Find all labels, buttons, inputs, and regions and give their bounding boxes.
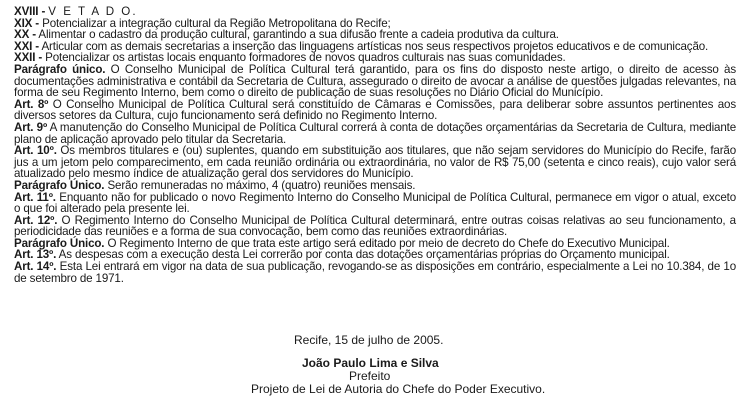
article-10 <box>14 145 736 180</box>
item-label: Art. 14º. <box>14 260 57 274</box>
item-text: Potencializar a integração cultural da Região Metropolitana do Recife; <box>42 16 391 30</box>
item-label: XXII - <box>14 51 43 65</box>
article-8 <box>14 99 736 122</box>
item-label: XXI - <box>14 39 40 53</box>
item-text: V E T A D O. <box>48 5 138 18</box>
signatory-role: Prefeito <box>349 369 391 383</box>
item-label: Parágrafo Único. <box>14 236 105 250</box>
item-text: As despesas com a execução desta Lei correrão por conta das dotações orçamentárias próprias do Orçamento municipal. <box>58 248 670 262</box>
item-text: O Regimento Interno do Conselho Municipal de Política Cultural determinará, entre outras coisas relativas ao seu funcionamento, a periodicidade das reuniões e a forma de sua convocação, bem como das reuniões extraordinárias. <box>14 213 736 239</box>
item-label: Parágrafo único. <box>14 62 106 76</box>
article-12 <box>14 215 736 238</box>
article-14 <box>14 261 736 284</box>
item-text: Serão remuneradas no máximo, 4 (quatro) reuniões mensais. <box>107 178 416 192</box>
item-label: Art. 9º <box>14 120 48 134</box>
item-label: Art. 11º. <box>14 190 56 204</box>
signatory-name: João Paulo Lima e Silva <box>302 356 439 370</box>
item-text: Os membros titulares e (ou) suplentes, quando em substituição aos titulares, que não sejam servidores do Município do Recife, farão jus a um jetom pelo comparecimento, em cada reunião ordinária ou extraordinária, no valor de R$ 75,00 (setenta e cinco reais), cujo valor será atualizado pelo mesmo índice de atualização geral dos servidores do Município. <box>14 144 736 181</box>
item-label: Art. 13º. <box>14 248 57 262</box>
item-label: Parágrafo Único. <box>14 178 105 192</box>
item-label: Art. 10º. <box>14 144 57 158</box>
place-date: Recife, 15 de julho de 2005. <box>294 333 444 347</box>
item-text: Esta Lei entrará em vigor na data de sua publicação, revogando-se as disposições em contrário, especialmente a Lei no 10.384, de 1o de setembro de 1971. <box>14 260 736 285</box>
item-text: Potencializar os artistas locais enquanto formadores de novos quadros culturais nas suas comunidades. <box>45 51 566 65</box>
item-text: Articular com as demais secretarias a inserção das linguagens artísticas nos seus respectivos projetos educativos e de comunicação. <box>41 39 709 53</box>
article-9 <box>14 122 736 145</box>
item-text: Alimentar o cadastro da produção cultural, garantindo a sua difusão frente a cadeia produtiva da cultura. <box>38 28 559 42</box>
paragrafo-unico-1 <box>14 64 736 99</box>
item-label: Art. 8º <box>14 97 49 111</box>
item-label: Art. 12º. <box>14 213 58 227</box>
item-text: O Conselho Municipal de Política Cultural terá garantido, para os fins do disposto neste artigo, o direito de acesso às documentações administrativa e contábil da Secretaria de Cultura, assegurado o direito de avocar a análise de questões julgadas relevantes, na forma de seu Regimento Interno, bem como o direito de publicação de suas resoluções no Diário Oficial do Município. <box>14 62 736 100</box>
item-text: O Conselho Municipal de Política Cultural será constituído de Câmaras e Comissões, para deliberar sobre assuntos pertinentes aos diversos setores da Cultura, cujo funcionamento será definido no Regimento Interno. <box>14 97 736 123</box>
item-label: XX - <box>14 28 36 42</box>
item-text: A manutenção do Conselho Municipal de Política Cultural correrá à conta de dotações orçamentárias da Secretaria de Cultura, mediante plano de aplicação aprovado pelo titular da Secretaria. <box>14 120 736 146</box>
item-label: XIX - <box>14 16 40 30</box>
law-text <box>14 6 736 284</box>
authorship-note: Projeto de Lei de Autoria do Chefe do Poder Executivo. <box>251 382 546 396</box>
article-11 <box>14 192 736 215</box>
item-label: XVIII - <box>14 5 46 18</box>
item-text: O Regimento Interno de que trata este artigo será editado por meio de decreto do Chefe do Executivo Municipal. <box>107 236 670 250</box>
item-text: Enquanto não for publicado o novo Regimento Interno do Conselho Municipal de Política Cultural, permanece em vigor o atual, exceto o que foi alterado pela presente lei. <box>14 190 736 216</box>
